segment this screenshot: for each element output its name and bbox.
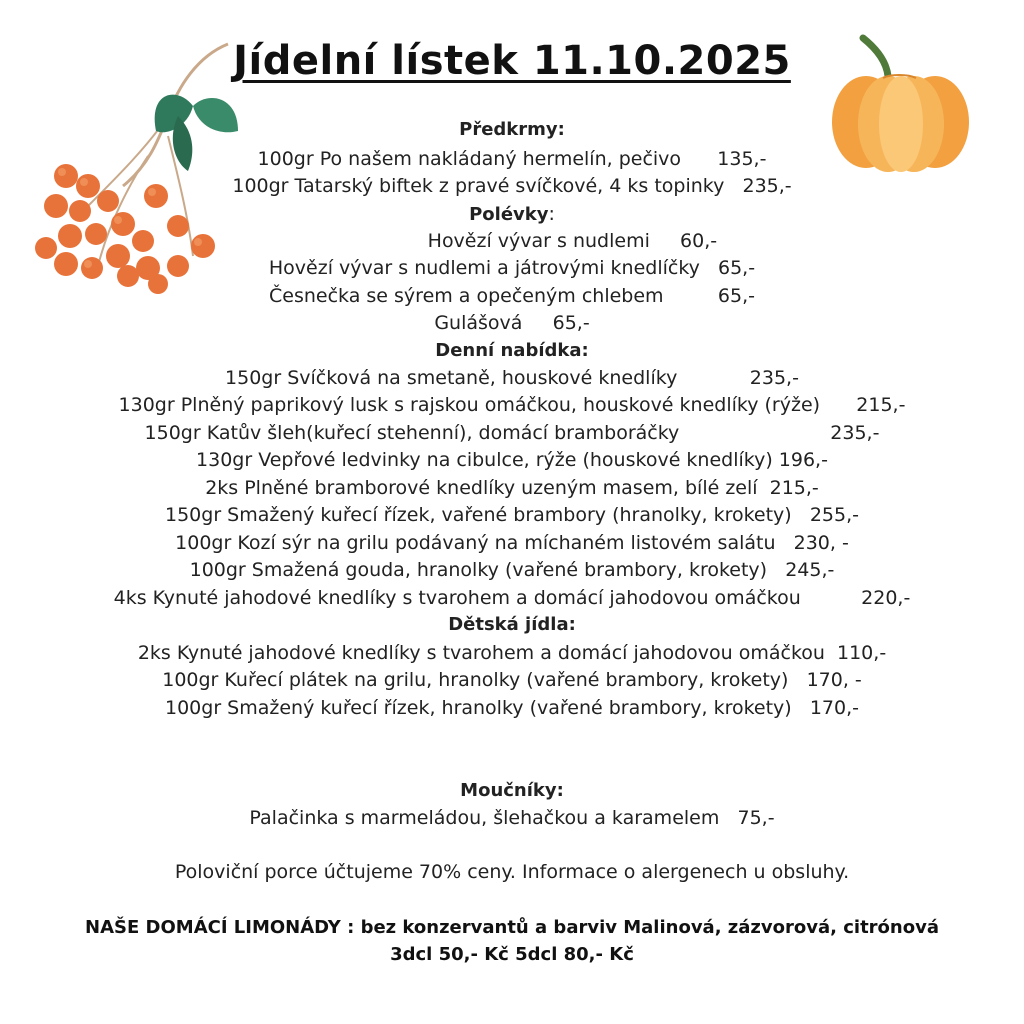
menu-item: Hovězí vývar s nudlemi a játrovými knedlíčky 65,- bbox=[268, 257, 756, 279]
menu-item: 100gr Kuřecí plátek na grilu, hranolky (vařené brambory, krokety) 170, - bbox=[162, 669, 862, 691]
section-heading-moucniky: Moučníky: bbox=[460, 780, 564, 801]
page-title bbox=[0, 38, 1024, 84]
menu-item: 130gr Vepřové ledvinky na cibulce, rýže (houskové knedlíky) 196,- bbox=[196, 449, 828, 471]
section-heading-predkrmy: Předkrmy: bbox=[459, 119, 565, 140]
menu-item: 100gr Smažená gouda, hranolky (vařené brambory, krokety) 245,- bbox=[189, 559, 835, 581]
menu-item: 100gr Smažený kuřecí řízek, hranolky (vařené brambory, krokety) 170,- bbox=[165, 697, 859, 719]
lemonade-line: NAŠE DOMÁCÍ LIMONÁDY : bez konzervantů a barviv Malinová, zázvorová, citrónová bbox=[85, 917, 939, 938]
menu-item: Palačinka s marmeládou, šlehačkou a karamelem 75,- bbox=[249, 807, 775, 829]
menu-item: 100gr Kozí sýr na grilu podávaný na míchaném listovém salátu 230, - bbox=[175, 532, 849, 554]
menu-item: 100gr Po našem nakládaný hermelín, pečivo 135,- bbox=[257, 148, 767, 170]
menu-item: 150gr Smažený kuřecí řízek, vařené brambory (hranolky, krokety) 255,- bbox=[165, 504, 859, 526]
menu-item: Česnečka se sýrem a opečeným chlebem 65,- bbox=[269, 285, 755, 307]
menu-item: Hovězí vývar s nudlemi 60,- bbox=[306, 230, 718, 252]
menu-item: 150gr Svíčková na smetaně, houskové knedlíky 235,- bbox=[225, 367, 799, 389]
menu-item: 2ks Plněné bramborové knedlíky uzeným masem, bílé zelí 215,- bbox=[205, 477, 819, 499]
menu-item: 2ks Kynuté jahodové knedlíky s tvarohem a domácí jahodovou omáčkou 110,- bbox=[137, 642, 887, 664]
menu-item: 130gr Plněný paprikový lusk s rajskou omáčkou, houskové knedlíky (rýže) 215,- bbox=[118, 394, 906, 416]
portion-note: Poloviční porce účtujeme 70% ceny. Informace o alergenech u obsluhy. bbox=[174, 861, 850, 883]
section-heading-polevky-colon: : bbox=[548, 203, 555, 225]
section-heading-polevky bbox=[0, 202, 1024, 227]
section-heading-detska: Dětská jídla: bbox=[448, 614, 576, 635]
menu-item: 150gr Katův šleh(kuřecí stehenní), domácí bramboráčky 235,- bbox=[144, 422, 880, 444]
lemonade-prices: 3dcl 50,- Kč 5dcl 80,- Kč bbox=[390, 944, 634, 965]
menu-item: 100gr Tatarský biftek z pravé svíčkové, 4 ks topinky 235,- bbox=[232, 175, 792, 197]
section-heading-denni: Denní nabídka: bbox=[435, 340, 589, 361]
page-title-text: Jídelní lístek 11.10.2025 bbox=[233, 38, 791, 84]
menu-item: Gulášová 65,- bbox=[434, 312, 590, 334]
menu-item: 4ks Kynuté jahodové knedlíky s tvarohem a domácí jahodovou omáčkou 220,- bbox=[113, 587, 911, 609]
section-heading-polevky-text: Polévky bbox=[469, 204, 549, 225]
